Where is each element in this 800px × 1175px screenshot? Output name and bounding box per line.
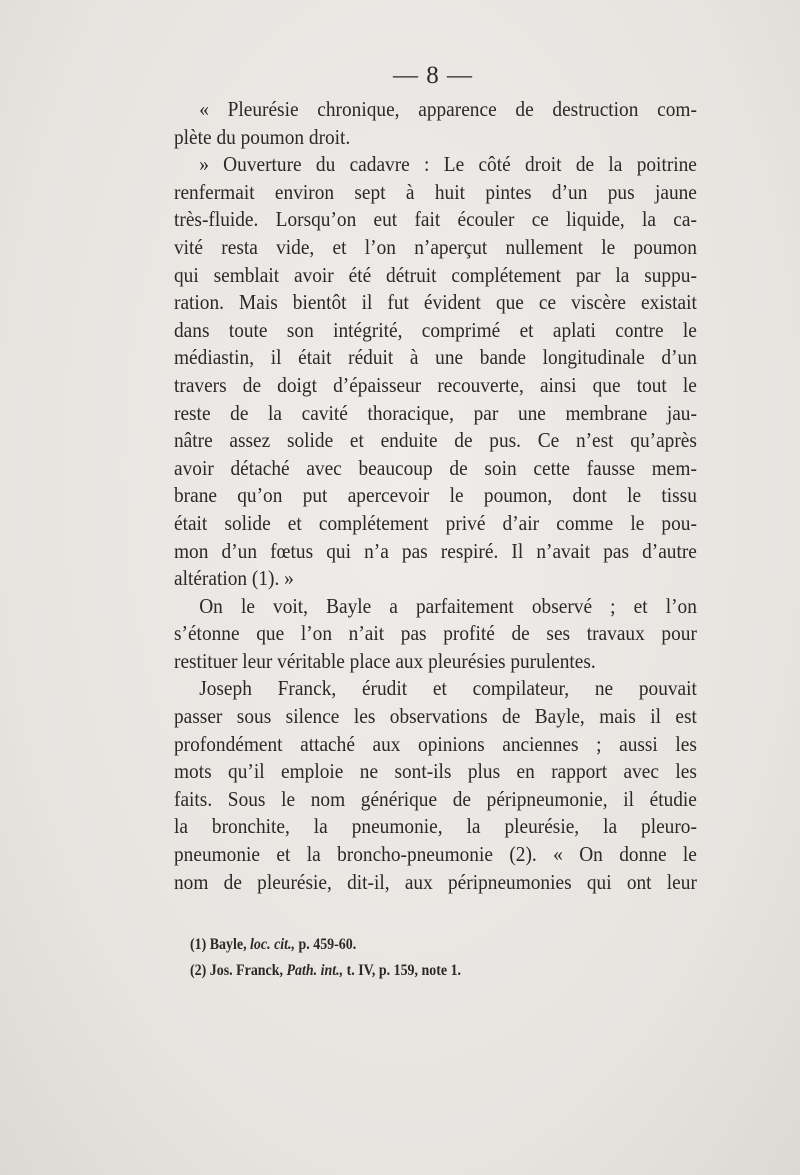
text-line: « Pleurésie chronique, apparence de destruction com- <box>199 97 697 121</box>
text-line: passer sous silence les observations de Bayle, mais il est <box>174 704 697 729</box>
text-line: mots qu’il emploie ne sont-ils plus en rapport avec les <box>174 759 697 784</box>
text-line: plète du poumon droit. <box>174 124 351 149</box>
page-number: — 8 — <box>393 62 473 89</box>
text-line: s’étonne que l’on n’ait pas profité de ses travaux pour <box>174 621 697 646</box>
text-line: très-fluide. Lorsqu’on eut fait écouler ce liquide, la ca- <box>174 207 697 232</box>
footnote <box>190 932 568 958</box>
text-line: mon d’un fœtus qui n’a pas respiré. Il n’avait pas d’autre <box>174 538 697 563</box>
footnote-marker: (2) <box>190 962 207 979</box>
text-line: profondément attaché aux opinions anciennes ; aussi les <box>174 731 697 756</box>
footnotes <box>190 932 610 984</box>
text-line: nom de pleurésie, dit-il, aux péripneumonies qui ont leur <box>174 869 697 894</box>
text-line: ration. Mais bientôt il fut évident que ce viscère existait <box>174 290 697 315</box>
text-line: pneumonie et la broncho-pneumonie (2). « On donne le <box>174 842 697 867</box>
text-line: brane qu’on put apercevoir le poumon, dont le tissu <box>174 483 697 508</box>
text-line: médiastin, il était réduit à une bande longitudinale d’un <box>174 345 697 370</box>
text-line: faits. Sous le nom générique de péripneumonie, il étudie <box>174 786 697 811</box>
body-text <box>174 96 697 896</box>
text-line: travers de doigt d’épaisseur recouverte, ainsi que tout le <box>174 372 697 397</box>
footnote-author: Jos. Franck, <box>209 962 283 979</box>
text-line: dans toute son intégrité, comprimé et aplati contre le <box>174 317 697 342</box>
text-line: qui semblait avoir été détruit complétement par la suppu- <box>174 262 697 287</box>
footnote-rest: p. 459-60. <box>298 936 357 953</box>
footnote-rest: t. IV, p. 159, note 1. <box>346 962 462 979</box>
footnote-ref: Path. int., <box>286 962 344 979</box>
text-line: nâtre assez solide et enduite de pus. Ce n’est qu’après <box>174 428 697 453</box>
text-line: On le voit, Bayle a parfaitement observé ; et l’on <box>199 593 697 618</box>
text-line: Joseph Franck, érudit et compilateur, ne pouvait <box>199 676 697 701</box>
text-line: était solide et complétement privé d’air comme le pou- <box>174 510 697 535</box>
footnote-author: Bayle, <box>209 936 247 953</box>
text-line: la bronchite, la pneumonie, la pleurésie, la pleuro- <box>174 814 697 839</box>
text-line: » Ouverture du cadavre : Le côté droit de la poitrine <box>199 152 697 177</box>
text-line: restituer leur véritable place aux pleurésies purulentes. <box>174 648 596 673</box>
text-line: avoir détaché avec beaucoup de soin cette fausse mem- <box>174 455 697 480</box>
text-line: reste de la cavité thoracique, par une membrane jau- <box>174 400 697 425</box>
footnote <box>190 958 568 984</box>
footnote-marker: (1) <box>190 936 207 953</box>
text-line: vité resta vide, et l’on n’aperçut nullement le poumon <box>174 234 697 259</box>
text-line: renfermait environ sept à huit pintes d’un pus jaune <box>174 179 697 204</box>
footnote-ref: loc. cit., <box>250 936 296 953</box>
text-line: altération (1). » <box>174 566 294 591</box>
